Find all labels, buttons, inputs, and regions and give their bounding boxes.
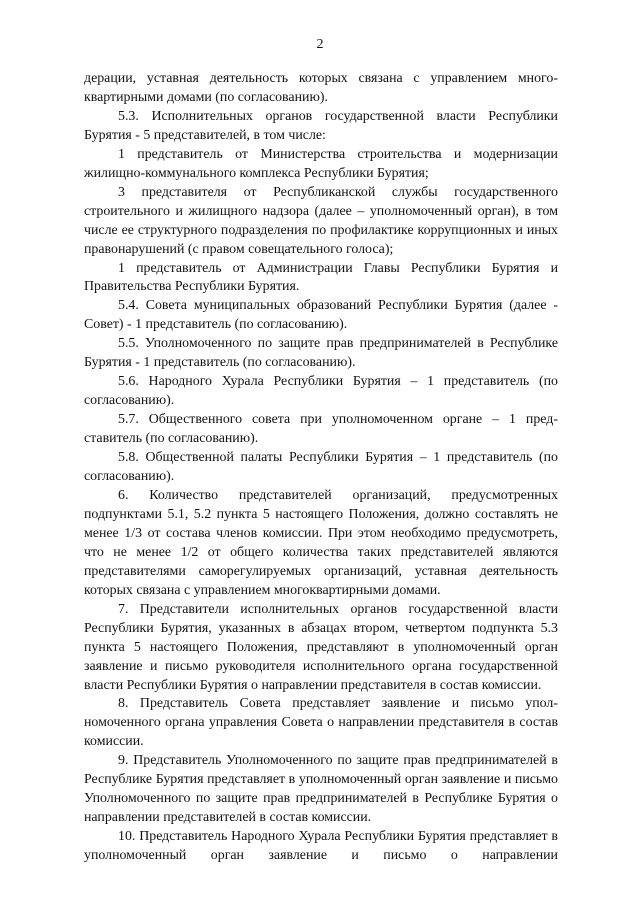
paragraph: 5.3. Исполнительных органов государственной власти Республики Бурятия - 5 представителей, в том числе:	[84, 108, 558, 143]
paragraph: 6. Количество представителей организаций, предусмотренных подпунктами 5.1, 5.2 пункта 5 настоящего Положения, должно составлять не менее 1/3 от состава членов комиссии. При этом необходимо предусмотреть, что не менее 1/2 от общего количества таких представителей являются представителями саморегулируемых организаций, уставная деятельность которых связана с управлением многоквартирными домами.	[84, 487, 558, 598]
paragraph: 9. Представитель Уполномоченного по защите прав предпринимателей в Республике Бурятия представляет в уполномоченный орган заявление и письмо Уполномоченного по защите прав предпринимателей в Республике Бурятия о направлении представителей в состав комиссии.	[84, 753, 558, 826]
paragraph: 1 представитель от Администрации Главы Республики Бурятия и Правительства Республики Бурятия.	[84, 260, 558, 295]
paragraph: дерации, уставная деятельность которых связана с управлением многоквартирными домами (по согласованию).	[84, 71, 558, 105]
paragraph: 5.4. Совета муниципальных образований Республики Бурятия (далее - Совет) - 1 представитель (по согласованию).	[84, 298, 558, 333]
paragraph: 10. Представитель Народного Хурала Республики Бурятия представляет в уполномоченный орган заявление и письмо о направлении	[84, 829, 558, 864]
paragraph: 3 представителя от Республиканской службы государственного строительного и жилищного надзора (далее – уполномоченный орган), в том числе ее структурного подразделения по профилактике коррупционных и иных правонарушений (с правом совещательного голоса);	[84, 184, 558, 257]
paragraph: 5.8. Общественной палаты Республики Бурятия – 1 представитель (по согласованию).	[84, 450, 558, 485]
paragraph: 1 представитель от Министерства строительства и модернизации жилищно-коммунального комплекса Республики Бурятия;	[84, 146, 558, 181]
page-number: 2	[316, 37, 324, 52]
paragraph: 8. Представитель Совета представляет заявление и письмо уполномоченного органа управления Совета о направлении представителя в состав комиссии.	[84, 696, 558, 750]
paragraph: 5.7. Общественного совета при уполномоченном органе – 1 представитель (по согласованию).	[84, 412, 558, 447]
paragraph: 5.6. Народного Хурала Республики Бурятия – 1 представитель (по согласованию).	[84, 374, 558, 409]
paragraph: 7. Представители исполнительных органов государственной власти Республики Бурятия, указанных в абзацах втором, четвертом подпункта 5.3 пункта 5 настоящего Положения, представляют в уполномоченный орган заявление и письмо руководителя исполнительного органа государственной власти Республики Бурятия о направлении представителя в состав комиссии.	[84, 601, 558, 693]
paragraph: 5.5. Уполномоченного по защите прав предпринимателей в Республике Бурятия - 1 представитель (по согласованию).	[84, 336, 558, 371]
document-body	[84, 70, 558, 866]
